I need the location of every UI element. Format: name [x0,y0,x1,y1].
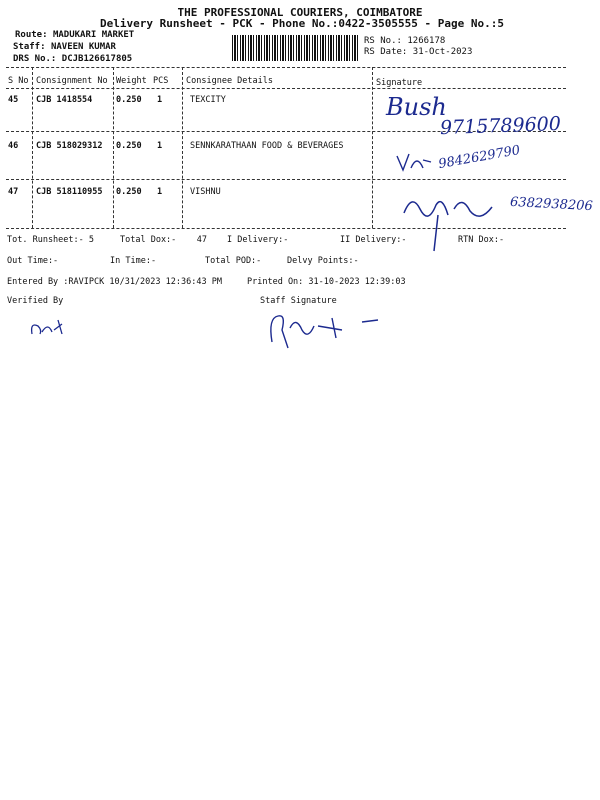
row-pcs: 1 [157,95,163,105]
rs-no-row [364,36,445,46]
total-dox-value: 47 [196,235,208,245]
row-rule-2 [6,179,566,180]
staff-signature-mark [262,308,384,352]
row-sno: 47 [8,187,19,197]
row-weight: 0.250 [116,141,142,151]
col-rule [113,67,114,228]
row-pcs: 1 [157,141,163,151]
in-time: In Time:- [110,256,157,266]
staff-signature-label: Staff Signature [260,296,337,306]
delvy-points: Delvy Points:- [287,256,359,266]
total-pod: Total POD:- [205,256,262,266]
rs-no-value: 1266178 [407,36,446,46]
row-consignee: VISHNU [190,187,221,197]
rs-date-row [364,47,472,57]
col-header-consignee: Consignee Details [186,76,273,86]
col-header-weight: Weight [116,76,147,86]
row-sno: 46 [8,141,19,151]
staff-row [13,42,116,52]
row-sno: 45 [8,95,19,105]
route-row [15,30,134,40]
drs-row [13,54,132,64]
handwritten-phone: 9842629790 [437,142,522,173]
row-weight: 0.250 [116,187,142,197]
rs-no-label: RS No.: [364,36,402,46]
route-value: MADUKARI MARKET [52,30,135,40]
entered-by: Entered By :RAVIPCK 10/31/2023 12:36:43 PM [7,277,222,287]
col-header-pcs: PCS [153,76,169,86]
runsheet-subtitle: Delivery Runsheet - PCK - Phone No.:0422-3505555 - Page No.:5 [100,17,504,30]
rs-date-value: 31-Oct-2023 [412,47,473,57]
row-consignee: SENNKARATHAAN FOOD & BEVERAGES [190,141,344,151]
barcode [232,35,358,61]
verifier-signature [28,316,78,338]
staff-value: NAVEEN KUMAR [50,42,116,52]
verified-by: Verified By [7,296,64,306]
tot-runsheet: Tot. Runsheet:- 5 [7,235,94,245]
col-rule [182,67,183,228]
ii-delivery: II Delivery:- [340,235,407,245]
total-dox [120,235,207,245]
rs-date-label: RS Date: [364,47,408,57]
col-header-signature: Signature [376,78,423,88]
col-rule [32,67,33,228]
col-rule [372,67,373,228]
company-name: THE PROFESSIONAL COURIERS, COIMBATORE [177,6,423,19]
table-header-rule [6,88,566,89]
route-label: Route: [15,30,48,40]
row-weight: 0.250 [116,95,142,105]
out-time: Out Time:- [7,256,59,266]
handwritten-name: Bush [386,93,447,121]
col-header-consignment: Consignment No [36,76,108,86]
row-pcs: 1 [157,187,163,197]
handwritten-phone: 6382938206 [509,194,594,215]
handwritten-signature [393,148,433,178]
col-header-sno: S No [8,76,29,86]
row-consignment: CJB 518110955 [36,187,103,197]
total-dox-label: Total Dox:- [120,235,177,245]
handwritten-phone: 9715789600 [439,112,562,140]
staff-label: Staff: [13,42,46,52]
drs-label: DRS No.: [13,54,57,64]
i-delivery: I Delivery:- [227,235,289,245]
row-consignment: CJB 1418554 [36,95,93,105]
table-top-rule [6,67,566,68]
drs-value: DCJB126617805 [61,54,133,64]
row-consignee: TEXCITY [190,95,226,105]
printed-on: Printed On: 31-10-2023 12:39:03 [247,277,406,287]
rtn-dox: RTN Dox:- [458,235,505,245]
row-consignment: CJB 518029312 [36,141,103,151]
